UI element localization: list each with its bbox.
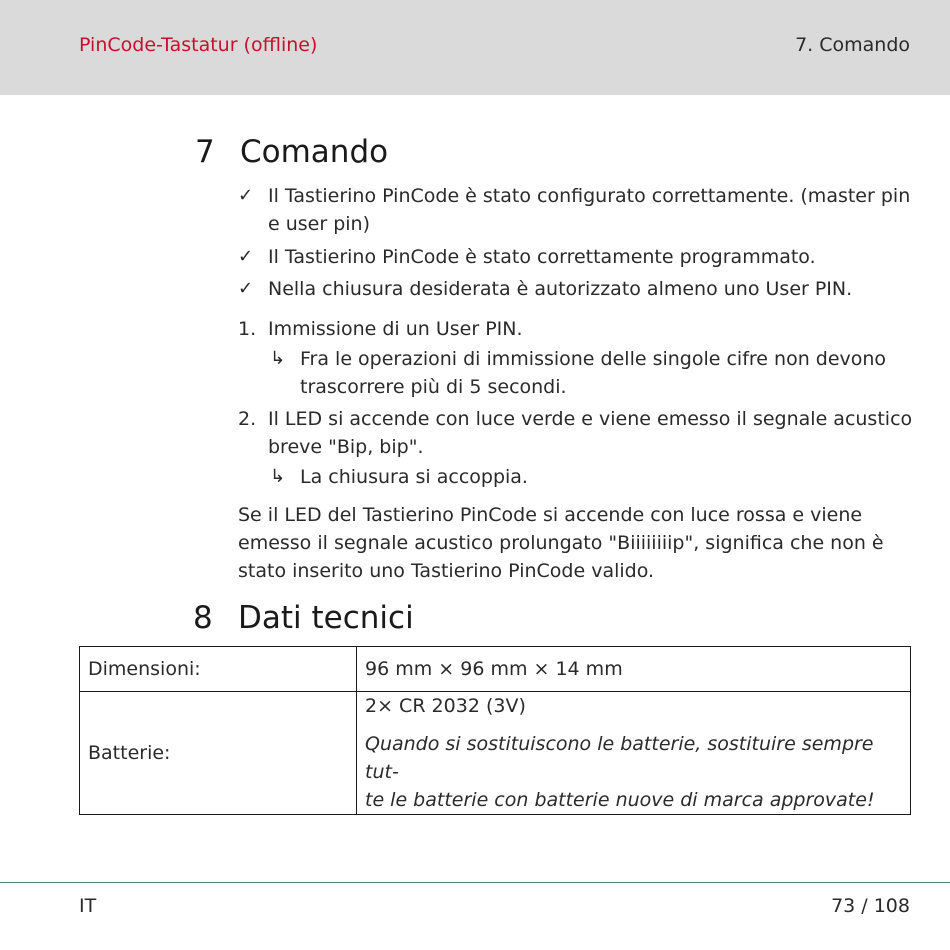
battery-spec: 2× CR 2032 (3V)	[365, 695, 526, 717]
prerequisite-item: Il Tastierino PinCode è stato correttamente programmato.	[268, 246, 816, 268]
checkmark-icon: ✓	[238, 246, 254, 267]
table-row	[80, 692, 911, 815]
step-result: Fra le operazioni di immissione delle singole cifre non devono trascorrere più di 5 secondi.	[300, 348, 887, 398]
step-number: 1.	[238, 318, 257, 340]
chapter-label: 7. Comando	[795, 34, 910, 56]
checkmark-icon: ✓	[238, 278, 254, 299]
page-header	[0, 0, 950, 95]
step-text: Il LED si accende con luce verde e viene emesso il segnale acustico breve "Bip, bip".	[268, 408, 913, 458]
checkmark-icon: ✓	[238, 185, 254, 206]
technical-data-table	[79, 646, 911, 815]
section-title: Comando	[240, 134, 389, 170]
step-text: Immissione di un User PIN.	[268, 318, 523, 340]
product-name: PinCode-Tastatur (offline)	[79, 34, 318, 56]
language-code: IT	[79, 895, 97, 917]
section-number: 8	[193, 600, 213, 636]
prerequisite-item: Il Tastierino PinCode è stato configurato correttamente. (master pin e user pin)	[268, 185, 911, 235]
table-value-cell	[357, 692, 911, 815]
step-number: 2.	[238, 408, 257, 430]
table-value-cell: 96 mm × 96 mm × 14 mm	[357, 647, 911, 692]
result-arrow-icon: ↳	[270, 348, 286, 369]
result-arrow-icon: ↳	[270, 466, 286, 487]
prerequisite-item: Nella chiusura desiderata è autorizzato almeno uno User PIN.	[268, 278, 853, 300]
step-result: La chiusura si accoppia.	[300, 466, 528, 488]
table-label-cell: Batterie:	[80, 692, 357, 815]
note-paragraph: Se il LED del Tastierino PinCode si accende con luce rossa e viene emesso il segnale acustico prolungato "Biiiiiiiip", significa che non è stato inserito uno Tastierino PinCode valido.	[238, 504, 884, 582]
table-row	[80, 647, 911, 692]
section-number: 7	[195, 134, 215, 170]
footer-divider	[0, 882, 950, 883]
table-label-cell: Dimensioni:	[80, 647, 357, 692]
section-title: Dati tecnici	[238, 600, 414, 636]
page-number: 73 / 108	[831, 895, 910, 917]
battery-note: Quando si sostituiscono le batterie, sostituire sempre tut- te le batterie con batterie nuove di marca approvate!	[365, 733, 875, 811]
